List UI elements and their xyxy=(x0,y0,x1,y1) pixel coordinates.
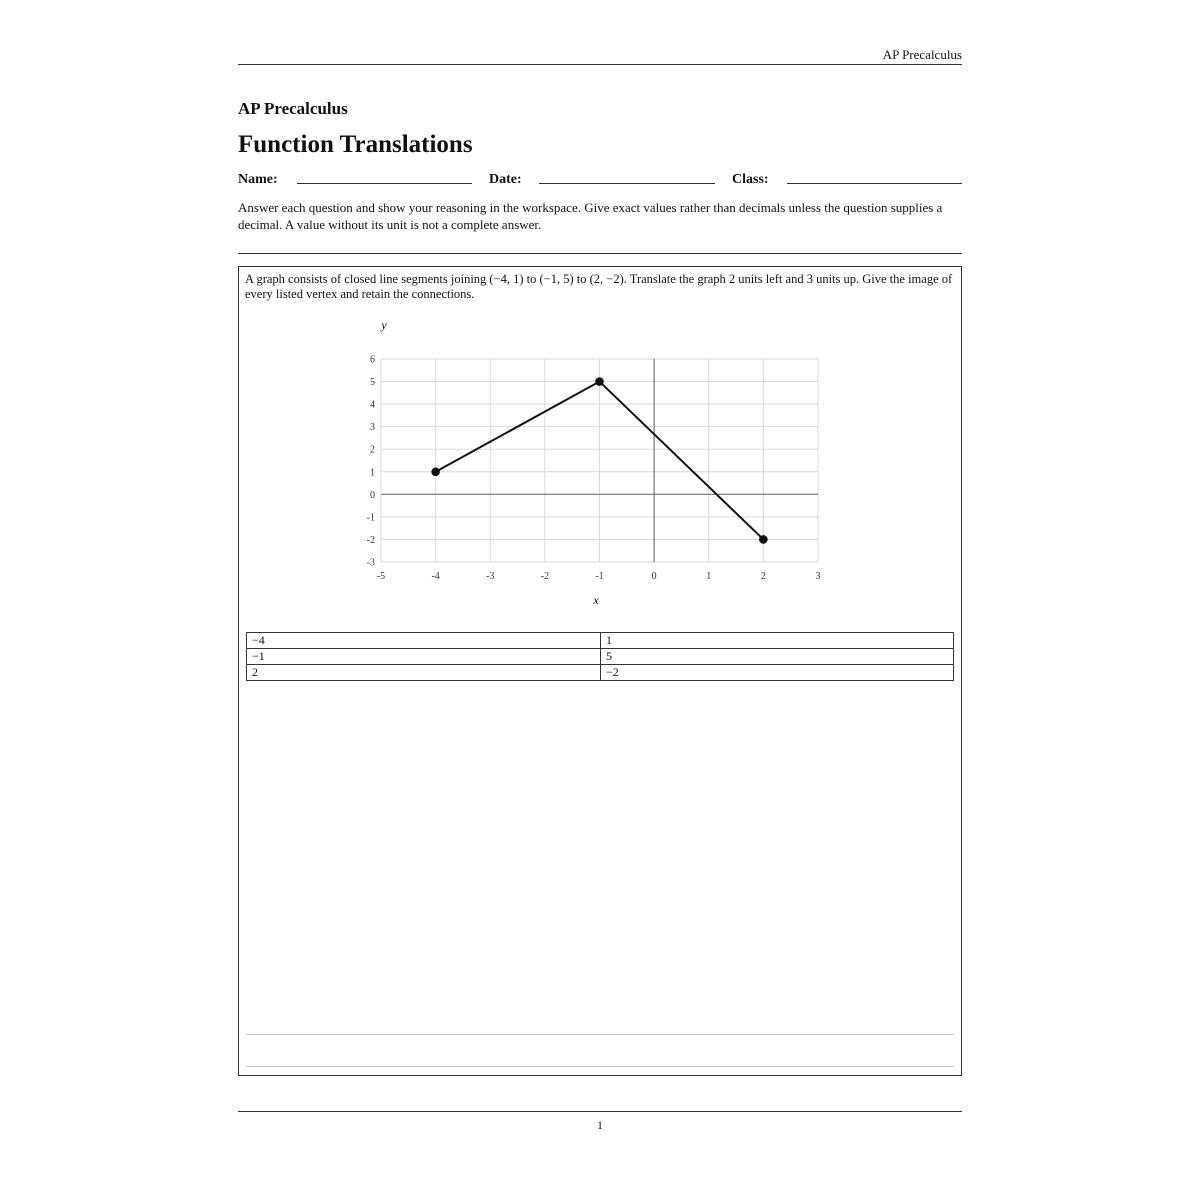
vertex-point xyxy=(759,535,768,544)
y-tick-label: 3 xyxy=(370,422,375,434)
y-tick-label: -2 xyxy=(366,534,375,546)
x-tick-label: -1 xyxy=(595,571,604,582)
vertex-table xyxy=(246,632,954,681)
vertex-point xyxy=(595,377,604,386)
table-row xyxy=(247,665,954,681)
y-tick-label: 6 xyxy=(370,354,375,366)
table-cell: −2 xyxy=(601,665,954,681)
x-tick-label: -4 xyxy=(431,571,440,582)
x-tick-label: 1 xyxy=(706,571,712,582)
x-tick-label: -5 xyxy=(376,571,386,582)
y-tick-label: -3 xyxy=(366,557,375,569)
date-label: Date: xyxy=(489,172,522,187)
table-row xyxy=(247,649,954,665)
x-axis-label: x xyxy=(593,593,599,607)
table-cell: 5 xyxy=(601,649,954,665)
y-tick-label: 2 xyxy=(370,444,375,456)
y-tick-label: 5 xyxy=(370,377,375,389)
answer-line[interactable] xyxy=(246,1034,954,1035)
question-prompt: A graph consists of closed line segments joining (−4, 1) to (−1, 5) to (2, −2). Translate the graph 2 units left and 3 units up. Give the image of every listed vertex and retain the connections. xyxy=(245,272,953,301)
table-cell: −4 xyxy=(247,633,601,649)
x-tick-label: -2 xyxy=(540,571,550,582)
footer-rule xyxy=(238,1111,962,1112)
running-header: AP Precalculus xyxy=(882,47,962,62)
x-tick-label: -3 xyxy=(486,571,495,582)
grid xyxy=(381,359,818,562)
instructions: Answer each question and show your reasoning in the workspace. Give exact values rather than decimals unless the question supplies a decimal. A value without its unit is not a complete answer. xyxy=(238,200,943,232)
page-number: 1 xyxy=(597,1118,603,1132)
x-tick-label: 0 xyxy=(651,571,657,582)
x-tick-label: 3 xyxy=(815,571,821,582)
vertex-point xyxy=(431,467,440,476)
table-cell: −1 xyxy=(247,649,601,665)
course-name: AP Precalculus xyxy=(238,99,348,118)
x-tick-label: 2 xyxy=(760,571,766,582)
page-title: Function Translations xyxy=(238,131,473,158)
name-label: Name: xyxy=(238,172,278,187)
table-cell: 2 xyxy=(247,665,601,681)
class-label: Class: xyxy=(732,172,769,187)
y-tick-label: 1 xyxy=(370,467,375,479)
table-row xyxy=(247,633,954,649)
y-tick-label: -1 xyxy=(366,512,375,524)
table-cell: 1 xyxy=(601,633,954,649)
y-axis-label: y xyxy=(381,318,387,332)
y-tick-label: 0 xyxy=(370,489,375,501)
y-tick-label: 4 xyxy=(370,399,375,411)
answer-line[interactable] xyxy=(246,1066,954,1067)
